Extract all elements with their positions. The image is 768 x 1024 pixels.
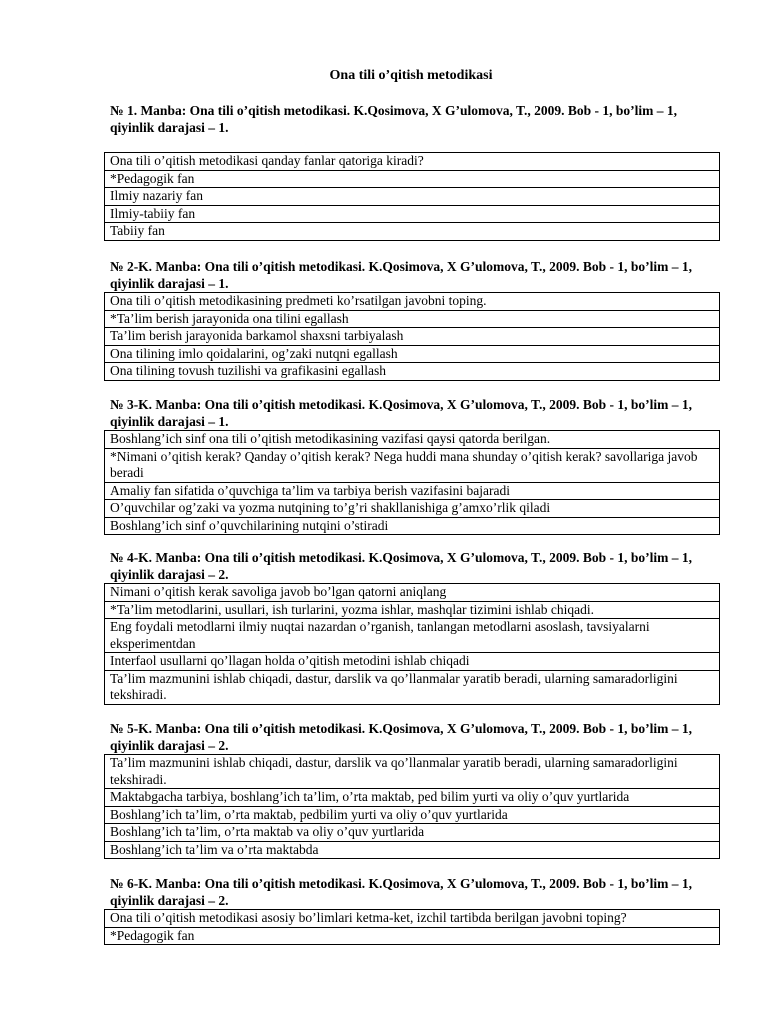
table-row: [105, 619, 720, 653]
question-header: № 3-K. Manba: Ona tili o’qitish metodikasi. K.Qosimova, X G’ulomova, T., 2009. Bob - 1, bo’lim – 1, qiyinlik darajasi – 1.: [110, 397, 692, 429]
document-title: Ona tili o’qitish metodikasi: [329, 68, 493, 83]
table-row: [105, 806, 720, 824]
question-text: Boshlang’ich sinf ona tili o’qitish metodikasining vazifasi qaysi qatorda berilgan.: [105, 431, 720, 449]
table-row: [105, 223, 720, 241]
answer-option: Ilmiy-tabiiy fan: [105, 205, 720, 223]
answer-option: Ta’lim berish jarayonida barkamol shaxsni tarbiyalash: [105, 328, 720, 346]
question-text: Ta’lim mazmunini ishlab chiqadi, dastur, darslik va qo’llanmalar yaratib beradi, ularning samaradorligini tekshiradi.: [105, 755, 720, 789]
question-text: Ona tili o’qitish metodikasining predmeti ko’rsatilgan javobni toping.: [105, 293, 720, 311]
table-row: [105, 824, 720, 842]
table-row: [105, 153, 720, 171]
question-header: № 5-K. Manba: Ona tili o’qitish metodikasi. K.Qosimova, X G’ulomova, T., 2009. Bob - 1, bo’lim – 1, qiyinlik darajasi – 2.: [110, 721, 692, 753]
table-row: [105, 431, 720, 449]
answer-option: Tabiiy fan: [105, 223, 720, 241]
answer-option: Ta’lim mazmunini ishlab chiqadi, dastur, darslik va qo’llanmalar yaratib beradi, ularning samaradorligini tekshiradi.: [105, 670, 720, 704]
table-row: [105, 927, 720, 945]
table-row: [105, 328, 720, 346]
answer-option: Ilmiy nazariy fan: [105, 188, 720, 206]
correct-answer: *Ta’lim metodlarini, usullari, ish turlarini, yozma ishlar, mashqlar tizimini ishlab chiqadi.: [105, 601, 720, 619]
question-block-6: [104, 875, 720, 945]
answer-option: Maktabgacha tarbiya, boshlang’ich ta’lim, o’rta maktab, ped bilim yurti va oliy o’quv yurtlarida: [105, 789, 720, 807]
table-row: [105, 670, 720, 704]
question-text: Ona tili o’qitish metodikasi qanday fanlar qatoriga kiradi?: [105, 153, 720, 171]
table-row: [105, 188, 720, 206]
question-block-4: [104, 549, 720, 705]
table-row: [105, 841, 720, 859]
answer-option: Eng foydali metodlarni ilmiy nuqtai nazardan o’rganish, tanlangan metodlarni asoslash, tavsiyalarni eksperimentdan: [105, 619, 720, 653]
answer-option: Boshlang’ich ta’lim, o’rta maktab, pedbilim yurti va oliy o’quv yurtlarida: [105, 806, 720, 824]
table-row: [105, 601, 720, 619]
question-block-1: [104, 102, 720, 241]
table-row: [105, 517, 720, 535]
answer-table: [104, 754, 720, 859]
answer-option: Boshlang’ich ta’lim, o’rta maktab va oliy o’quv yurtlarida: [105, 824, 720, 842]
correct-answer: *Pedagogik fan: [105, 170, 720, 188]
table-row: [105, 345, 720, 363]
answer-option: O’quvchilar og’zaki va yozma nutqining to’g’ri shakllanishiga g’amxo’rlik qiladi: [105, 500, 720, 518]
table-row: [105, 789, 720, 807]
table-row: [105, 310, 720, 328]
table-row: [105, 205, 720, 223]
answer-table: [104, 583, 720, 705]
question-block-2: [104, 258, 720, 381]
question-block-5: [104, 720, 720, 859]
table-row: [105, 755, 720, 789]
table-row: [105, 584, 720, 602]
table-row: [105, 170, 720, 188]
question-header: № 4-K. Manba: Ona tili o’qitish metodikasi. K.Qosimova, X G’ulomova, T., 2009. Bob - 1, bo’lim – 1, qiyinlik darajasi – 2.: [110, 550, 692, 582]
table-row: [105, 293, 720, 311]
answer-table: [104, 152, 720, 241]
answer-option: Ona tilining tovush tuzilishi va grafikasini egallash: [105, 363, 720, 381]
table-row: [105, 500, 720, 518]
answer-option: Ona tilining imlo qoidalarini, og’zaki nutqni egallash: [105, 345, 720, 363]
table-row: [105, 448, 720, 482]
question-header: № 2-K. Manba: Ona tili o’qitish metodikasi. K.Qosimova, X G’ulomova, T., 2009. Bob - 1, bo’lim – 1, qiyinlik darajasi – 1.: [110, 259, 692, 291]
answer-option: Boshlang’ich ta’lim va o’rta maktabda: [105, 841, 720, 859]
answer-option: Interfaol usullarni qo’llagan holda o’qitish metodini ishlab chiqadi: [105, 653, 720, 671]
table-row: [105, 482, 720, 500]
answer-table: [104, 430, 720, 535]
table-row: [105, 653, 720, 671]
question-block-3: [104, 396, 720, 535]
answer-table: [104, 909, 720, 945]
question-header: № 1. Manba: Ona tili o’qitish metodikasi. K.Qosimova, X G’ulomova, T., 2009. Bob - 1, bo’lim – 1, qiyinlik darajasi – 1.: [110, 103, 677, 135]
question-header: № 6-K. Manba: Ona tili o’qitish metodikasi. K.Qosimova, X G’ulomova, T., 2009. Bob - 1, bo’lim – 1, qiyinlik darajasi – 2.: [110, 876, 692, 908]
question-text: Nimani o’qitish kerak savoliga javob bo’lgan qatorni aniqlang: [105, 584, 720, 602]
table-row: [105, 363, 720, 381]
answer-option: Amaliy fan sifatida o’quvchiga ta’lim va tarbiya berish vazifasini bajaradi: [105, 482, 720, 500]
answer-table: [104, 292, 720, 381]
correct-answer: *Ta’lim berish jarayonida ona tilini egallash: [105, 310, 720, 328]
correct-answer: *Nimani o’qitish kerak? Qanday o’qitish kerak? Nega huddi mana shunday o’qitish kerak? savollariga javob beradi: [105, 448, 720, 482]
answer-option: Boshlang’ich sinf o’quvchilarining nutqini o’stiradi: [105, 517, 720, 535]
table-row: [105, 910, 720, 928]
question-text: Ona tili o’qitish metodikasi asosiy bo’limlari ketma-ket, izchil tartibda berilgan javobni toping?: [105, 910, 720, 928]
correct-answer: *Pedagogik fan: [105, 927, 720, 945]
